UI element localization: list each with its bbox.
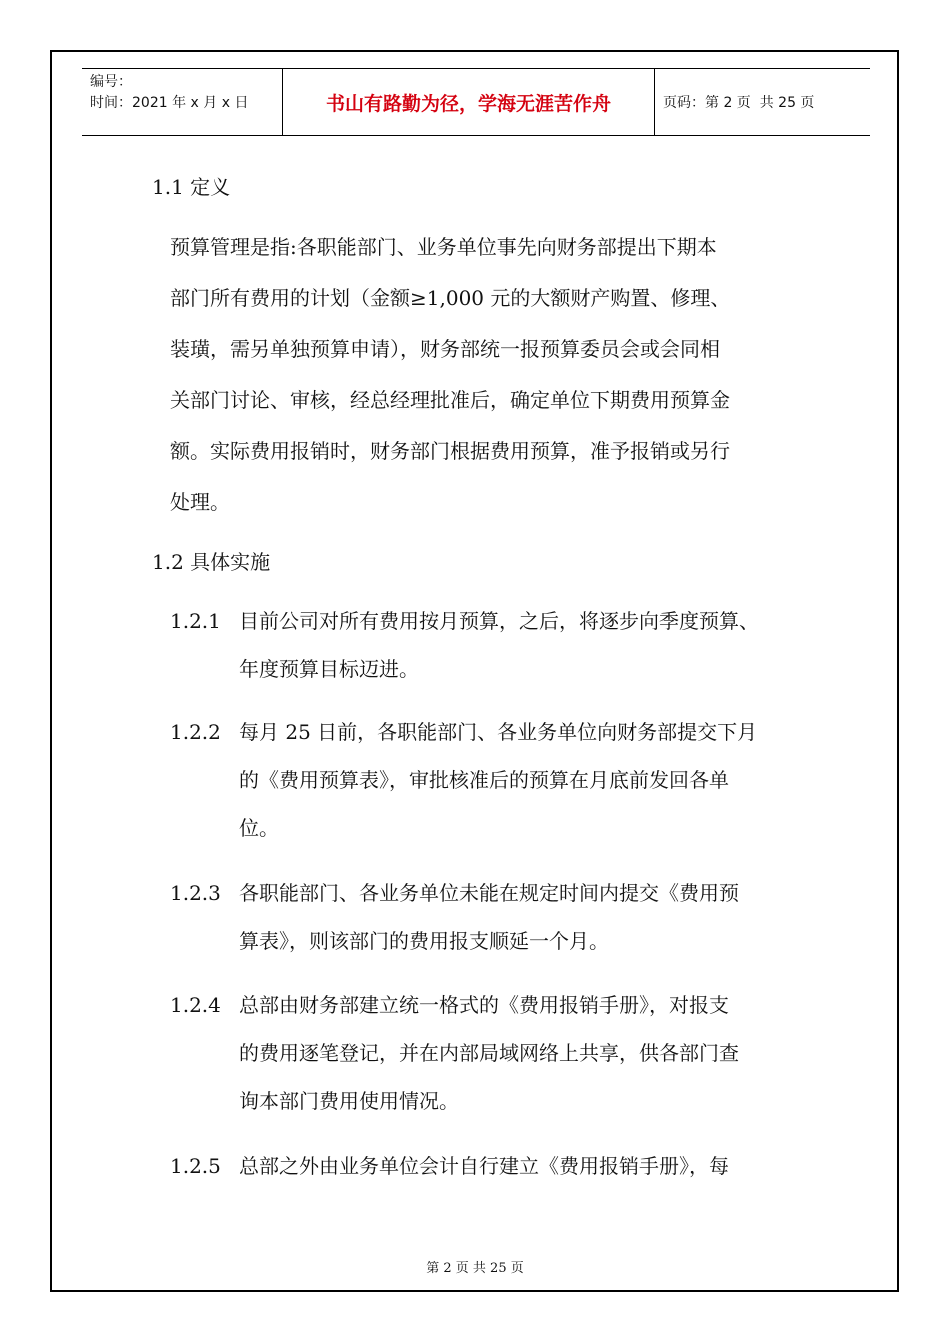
item-number: 1.2.5 — [170, 1154, 221, 1178]
header-left-cell — [82, 69, 282, 135]
item-number: 1.2.3 — [170, 881, 221, 905]
item-line: 算表》，则该部门的费用报支顺延一个月。 — [239, 929, 609, 953]
item-line: 每月 25 日前，各职能部门、各业务单位向财务部提交下月 — [239, 720, 758, 744]
date-label: 时间：2021 年 x 月 x 日 — [90, 95, 249, 111]
item-line: 位。 — [239, 816, 279, 840]
paragraph-line: 处理。 — [170, 490, 230, 514]
page-footer: 第 2 页 共 25 页 — [426, 1261, 524, 1276]
item-line: 目前公司对所有费用按月预算，之后，将逐步向季度预算、 — [239, 609, 759, 633]
list-item-1-2-3 — [170, 869, 739, 965]
section-1-1-heading: 1.1 定义 — [152, 175, 231, 199]
item-number: 1.2.4 — [170, 993, 221, 1017]
item-number: 1.2.1 — [170, 609, 221, 633]
item-line: 的《费用预算表》，审批核准后的预算在月底前发回各单 — [239, 768, 729, 792]
item-line: 各职能部门、各业务单位未能在规定时间内提交《费用预 — [239, 881, 739, 905]
document-number-label: 编号： — [90, 74, 132, 90]
page-header — [82, 68, 870, 136]
list-item-1-2-2 — [170, 708, 757, 852]
paragraph-line: 关部门讨论、审核，经总经理批准后，确定单位下期费用预算金 — [170, 388, 730, 412]
section-1-2-heading: 1.2 具体实施 — [152, 550, 271, 574]
item-line: 总部之外由业务单位会计自行建立《费用报销手册》，每 — [239, 1154, 729, 1178]
item-line: 的费用逐笔登记，并在内部局域网络上共享，供各部门查 — [239, 1041, 739, 1065]
list-item-1-2-1 — [170, 597, 759, 693]
header-page-number: 页码：第 2 页 共 25 页 — [663, 95, 815, 111]
item-line: 总部由财务部建立统一格式的《费用报销手册》，对报支 — [239, 993, 729, 1017]
list-item-1-2-5 — [170, 1142, 729, 1190]
paragraph-line: 部门所有费用的计划（金额≥1,000 元的大额财产购置、修理、 — [170, 286, 731, 310]
header-page-info — [655, 69, 870, 135]
item-line: 询本部门费用使用情况。 — [239, 1089, 459, 1113]
paragraph-line: 预算管理是指:各职能部门、业务单位事先向财务部提出下期本 — [170, 235, 717, 259]
paragraph-line: 额。实际费用报销时，财务部门根据费用预算，准予报销或另行 — [170, 439, 730, 463]
header-motto: 书山有路勤为径，学海无涯苦作舟 — [282, 69, 655, 135]
list-item-1-2-4 — [170, 981, 739, 1125]
section-1-1-body — [170, 222, 830, 528]
item-number: 1.2.2 — [170, 720, 221, 744]
paragraph-line: 装璜，需另单独预算申请），财务部统一报预算委员会或会同相 — [170, 337, 720, 361]
item-line: 年度预算目标迈进。 — [239, 657, 419, 681]
